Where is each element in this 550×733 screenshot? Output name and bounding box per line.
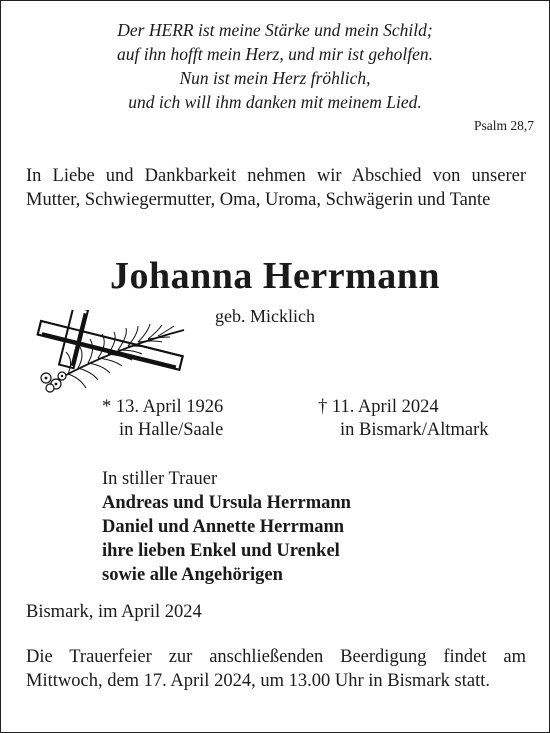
death-place: in Bismark/Altmark bbox=[340, 420, 489, 440]
verse-line: Nun ist mein Herz fröhlich, bbox=[179, 68, 371, 88]
mourners-block bbox=[102, 467, 351, 587]
birth-date: * 13. April 1926 bbox=[102, 397, 224, 417]
funeral-notice: Die Trauerfeier zur anschließenden Beerdigung findet am Mittwoch, dem 17. April 2024, um 13.00 Uhr in Bismark statt. bbox=[26, 647, 526, 691]
birth-info bbox=[102, 396, 223, 442]
maiden-name: geb. Micklich bbox=[215, 306, 315, 326]
mourner-name: Daniel und Annette Herrmann bbox=[102, 517, 345, 537]
mourners-heading: In stiller Trauer bbox=[102, 469, 218, 489]
bible-verse bbox=[0, 18, 550, 114]
verse-line: und ich will ihm danken mit meinem Lied. bbox=[128, 92, 422, 112]
death-date: † 11. April 2024 bbox=[318, 397, 439, 417]
verse-reference: Psalm 28,7 bbox=[473, 118, 534, 133]
birth-place: in Halle/Saale bbox=[119, 420, 224, 440]
place-date: Bismark, im April 2024 bbox=[26, 602, 202, 622]
mourner-name: Andreas und Ursula Herrmann bbox=[102, 493, 351, 513]
death-info bbox=[318, 396, 489, 442]
cross-with-palm-branch-icon bbox=[28, 310, 190, 394]
verse-line: Der HERR ist meine Stärke und mein Schild; bbox=[117, 20, 433, 40]
mourner-name: ihre lieben Enkel und Urenkel bbox=[102, 541, 340, 561]
verse-line: auf ihn hofft mein Herz, und mir ist geholfen. bbox=[117, 44, 433, 64]
intro-text: In Liebe und Dankbarkeit nehmen wir Abschied von unserer Mutter, Schwiegermutter, Oma, Uroma, Schwägerin und Tante bbox=[26, 166, 526, 210]
mourner-name: sowie alle Angehörigen bbox=[102, 565, 283, 585]
deceased-name: Johanna Herrmann bbox=[110, 255, 440, 297]
